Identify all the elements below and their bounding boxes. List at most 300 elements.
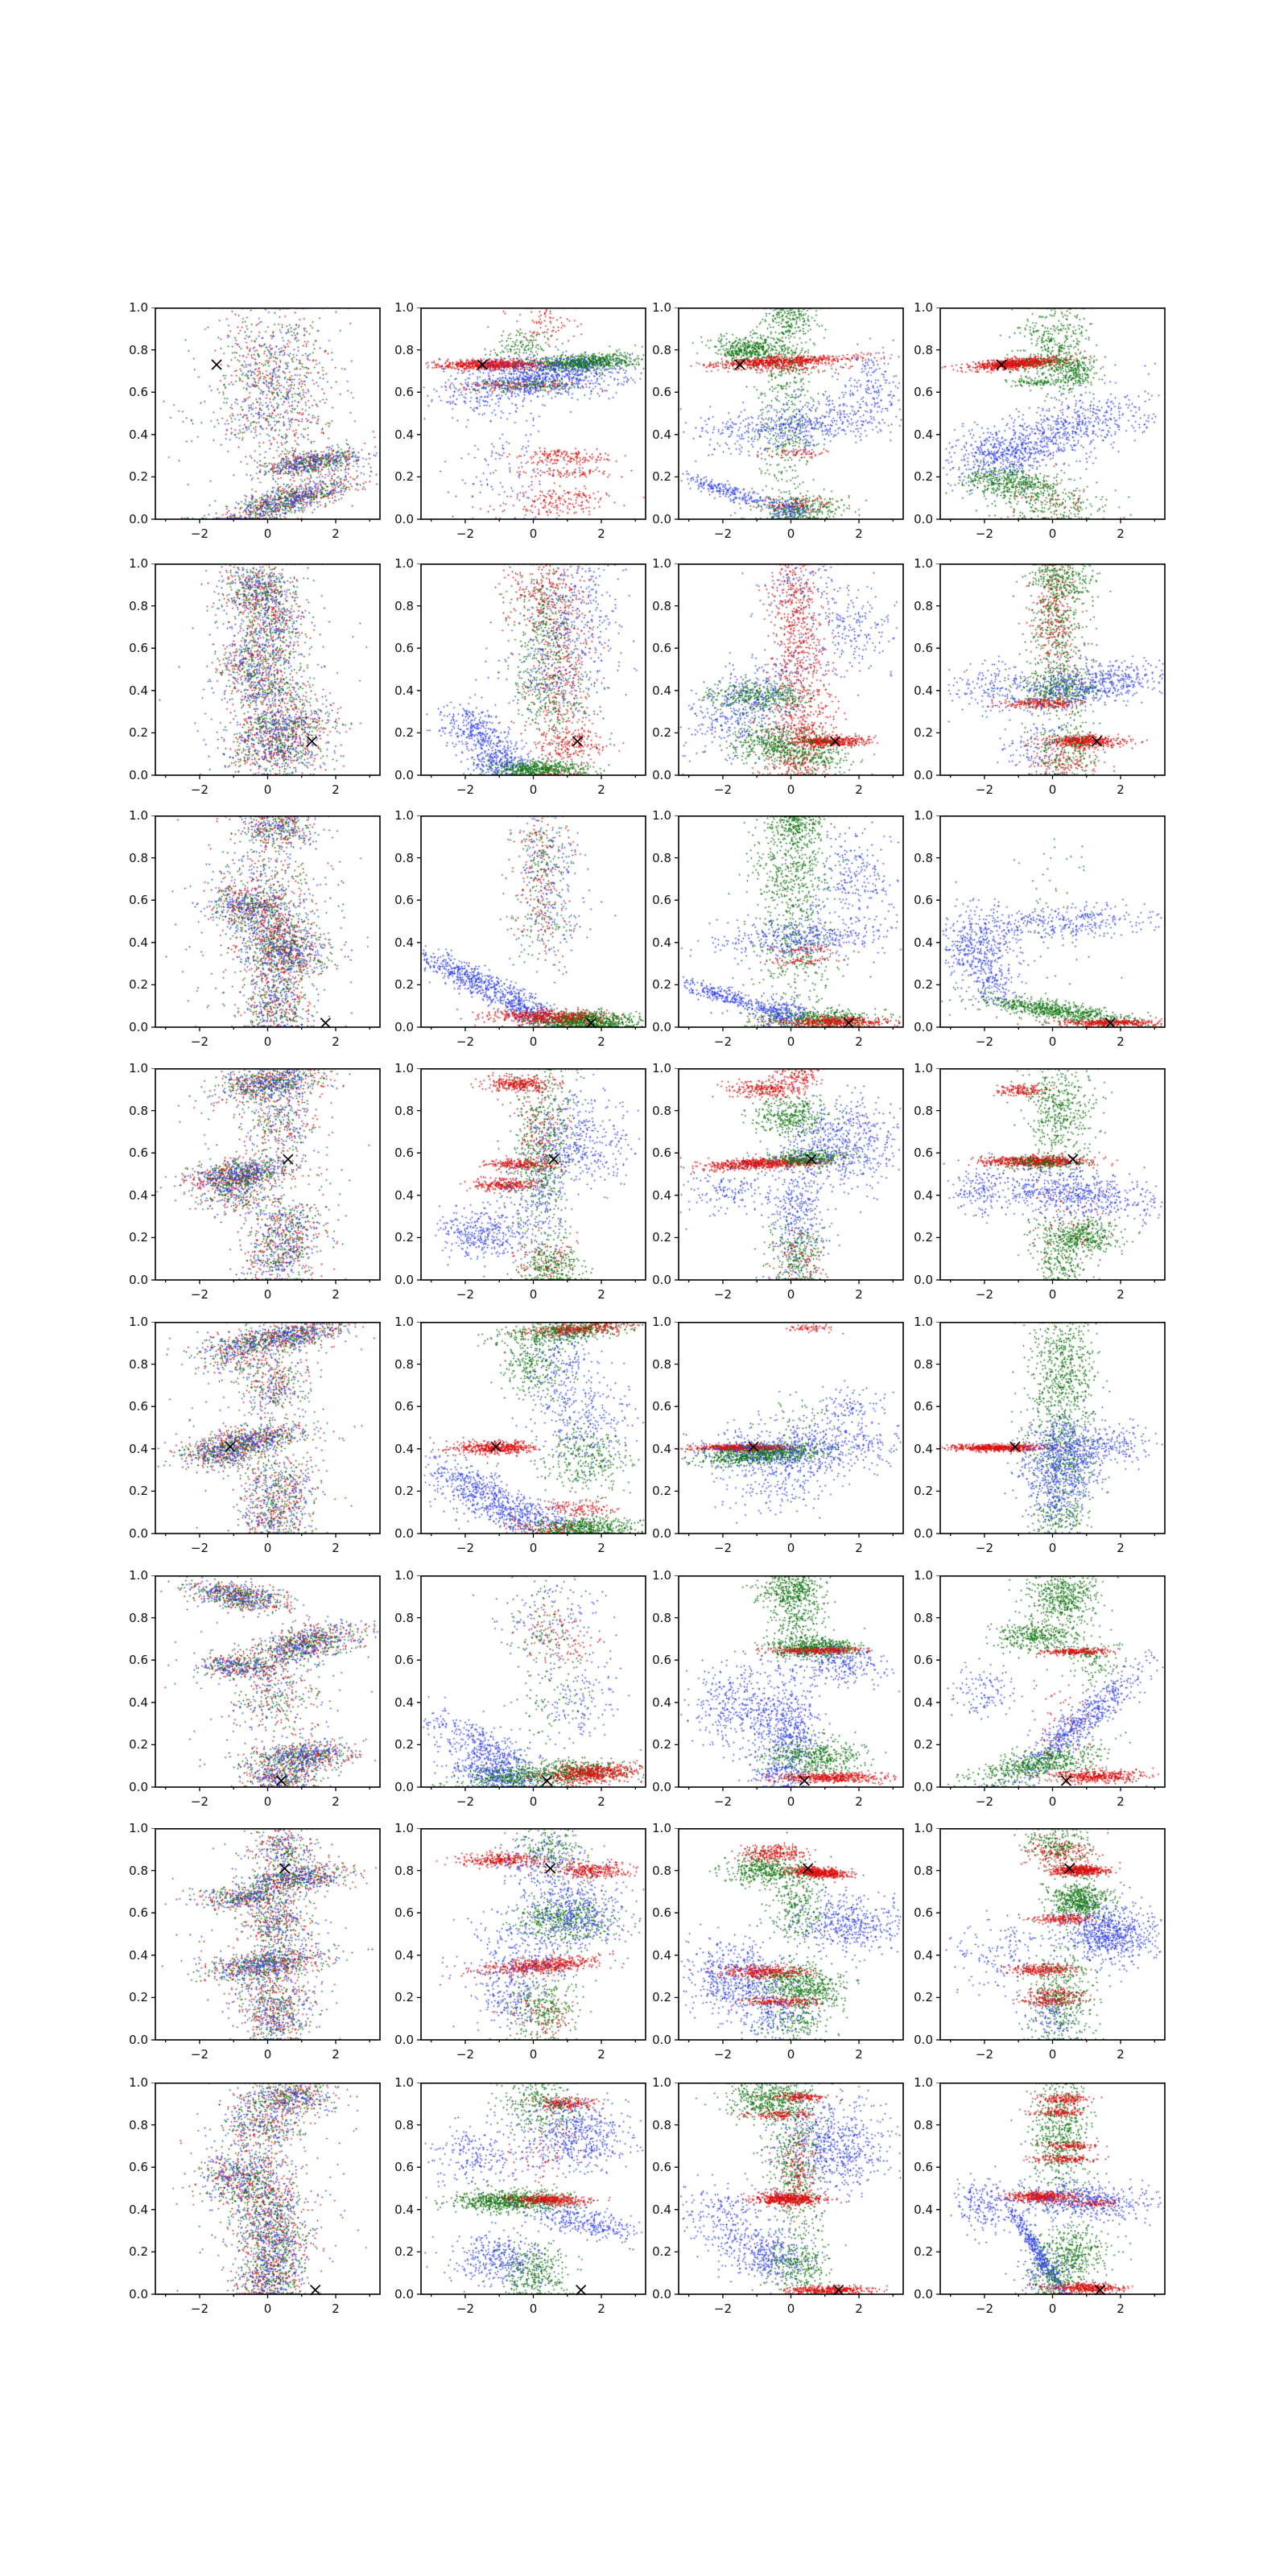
- x-tick-label: 0: [529, 1541, 538, 1555]
- subplot-r3c2: [385, 806, 662, 1063]
- scatter-canvas: [413, 815, 650, 1037]
- scatter-canvas: [147, 1322, 385, 1543]
- x-tick-label: −2: [975, 1794, 994, 1809]
- y-tick-label: 0.8: [129, 850, 148, 865]
- y-tick-label: 0.4: [914, 1441, 933, 1456]
- scatter-canvas: [932, 564, 1170, 785]
- x-tick-label: 2: [1117, 1541, 1125, 1555]
- x-tick-label: 2: [332, 1541, 340, 1555]
- y-tick-label: 0.6: [652, 893, 671, 908]
- y-tick-label: 0.0: [652, 2287, 671, 2301]
- y-tick-label: 0.0: [914, 1526, 933, 1541]
- y-tick-label: 1.0: [652, 556, 671, 571]
- y-tick-label: 0.6: [914, 1146, 933, 1161]
- x-tick-label: 2: [597, 1541, 605, 1555]
- subplot-r1c3: [642, 298, 919, 555]
- y-tick-label: 0.6: [394, 641, 414, 656]
- x-tick-label: −2: [713, 1794, 733, 1809]
- y-tick-label: 0.8: [394, 1356, 414, 1372]
- x-tick-label: 0: [786, 2301, 795, 2316]
- y-tick-label: 0.8: [914, 2117, 933, 2132]
- y-tick-label: 0.6: [652, 641, 671, 656]
- y-tick-label: 1.0: [652, 1821, 671, 1835]
- scatter-canvas: [932, 1575, 1170, 1797]
- y-tick-label: 1.0: [914, 808, 933, 823]
- scatter-canvas: [671, 1068, 908, 1290]
- x-tick-label: 0: [263, 1541, 272, 1555]
- y-tick-label: 0.2: [652, 2244, 671, 2260]
- x-tick-label: 0: [263, 1034, 272, 1049]
- y-tick-label: 0.8: [652, 1863, 671, 1878]
- y-tick-label: 0.2: [394, 469, 414, 485]
- y-tick-label: 0.2: [129, 1737, 148, 1752]
- y-tick-label: 0.4: [914, 2202, 933, 2217]
- x-tick-label: 2: [855, 1794, 863, 1809]
- y-tick-label: 1.0: [394, 556, 414, 571]
- scatter-canvas: [147, 1575, 385, 1797]
- y-tick-label: 0.0: [129, 1780, 148, 1794]
- y-tick-label: 0.0: [914, 1020, 933, 1034]
- x-tick-label: 2: [332, 2301, 340, 2316]
- scatter-canvas: [671, 2083, 908, 2304]
- y-tick-label: 0.4: [394, 1947, 414, 1963]
- x-tick-label: −2: [975, 1541, 994, 1555]
- y-tick-label: 1.0: [129, 1061, 148, 1075]
- y-tick-label: 0.0: [652, 1020, 671, 1034]
- y-tick-label: 0.4: [652, 1695, 671, 1710]
- y-tick-label: 0.4: [914, 683, 933, 698]
- y-tick-label: 0.8: [129, 342, 148, 357]
- y-tick-label: 0.0: [914, 1780, 933, 1794]
- x-tick-label: 2: [332, 1287, 340, 1302]
- y-tick-label: 0.6: [652, 1653, 671, 1668]
- y-tick-label: 0.4: [914, 1187, 933, 1203]
- x-tick-label: 0: [786, 1794, 795, 1809]
- y-tick-label: 0.4: [129, 1187, 148, 1203]
- scatter-canvas: [413, 1322, 650, 1543]
- subplot-r2c2: [385, 554, 662, 811]
- scatter-canvas: [413, 1575, 650, 1797]
- y-tick-label: 0.6: [129, 1399, 148, 1414]
- y-tick-label: 1.0: [914, 300, 933, 315]
- y-tick-label: 0.6: [394, 893, 414, 908]
- x-tick-label: 0: [263, 1287, 272, 1302]
- subplot-r1c2: [385, 298, 662, 555]
- scatter-canvas: [932, 308, 1170, 529]
- y-tick-label: 0.8: [129, 1103, 148, 1118]
- y-tick-label: 0.6: [914, 1905, 933, 1921]
- y-tick-label: 1.0: [652, 2075, 671, 2090]
- x-tick-label: −2: [190, 2047, 209, 2062]
- y-tick-label: 0.2: [394, 1990, 414, 2005]
- y-tick-label: 1.0: [914, 1061, 933, 1075]
- y-tick-label: 0.6: [914, 1653, 933, 1668]
- scatter-canvas: [147, 2083, 385, 2304]
- scatter-canvas: [932, 815, 1170, 1037]
- x-tick-label: 2: [597, 2301, 605, 2316]
- y-tick-label: 0.0: [652, 1273, 671, 1287]
- y-tick-label: 0.0: [129, 1273, 148, 1287]
- x-tick-label: 2: [597, 2047, 605, 2062]
- y-tick-label: 0.4: [129, 427, 148, 442]
- x-tick-label: 2: [855, 1541, 863, 1555]
- y-tick-label: 0.8: [129, 1863, 148, 1878]
- y-tick-label: 0.4: [129, 2202, 148, 2217]
- x-tick-label: 2: [1117, 1794, 1125, 1809]
- x-tick-label: 2: [855, 2301, 863, 2316]
- y-tick-label: 0.6: [394, 385, 414, 400]
- scatter-canvas: [413, 1068, 650, 1290]
- y-tick-label: 0.0: [129, 1526, 148, 1541]
- scatter-canvas: [147, 815, 385, 1037]
- subplot-r5c2: [385, 1312, 662, 1570]
- x-tick-label: −2: [456, 1794, 475, 1809]
- y-tick-label: 0.4: [914, 935, 933, 950]
- y-tick-label: 0.8: [914, 598, 933, 613]
- subplot-r5c3: [642, 1312, 919, 1570]
- x-tick-label: 2: [1117, 1287, 1125, 1302]
- y-tick-label: 0.4: [652, 1441, 671, 1456]
- y-tick-label: 0.4: [394, 1187, 414, 1203]
- x-tick-label: 2: [1117, 782, 1125, 797]
- y-tick-label: 1.0: [914, 2075, 933, 2090]
- y-tick-label: 0.8: [129, 1356, 148, 1372]
- y-tick-label: 1.0: [394, 808, 414, 823]
- subplot-r4c4: [904, 1059, 1181, 1316]
- y-tick-label: 1.0: [394, 1315, 414, 1329]
- x-tick-label: 0: [1048, 526, 1057, 541]
- x-tick-label: 0: [263, 1794, 272, 1809]
- y-tick-label: 0.8: [652, 1103, 671, 1118]
- y-tick-label: 0.4: [394, 2202, 414, 2217]
- y-tick-label: 0.4: [394, 683, 414, 698]
- x-tick-label: 2: [597, 1287, 605, 1302]
- scatter-canvas: [932, 1322, 1170, 1543]
- subplot-r8c4: [904, 2073, 1181, 2330]
- y-tick-label: 0.8: [652, 850, 671, 865]
- x-tick-label: 0: [786, 782, 795, 797]
- y-tick-label: 0.8: [394, 2117, 414, 2132]
- y-tick-label: 0.6: [129, 1905, 148, 1921]
- y-tick-label: 0.4: [129, 1947, 148, 1963]
- y-tick-label: 0.4: [652, 935, 671, 950]
- y-tick-label: 0.2: [129, 1990, 148, 2005]
- y-tick-label: 0.6: [394, 1399, 414, 1414]
- x-tick-label: 2: [332, 782, 340, 797]
- subplot-r7c3: [642, 1818, 919, 2076]
- x-tick-label: 2: [597, 782, 605, 797]
- subplot-r1c4: [904, 298, 1181, 555]
- y-tick-label: 0.0: [652, 512, 671, 526]
- y-tick-label: 0.4: [914, 427, 933, 442]
- y-tick-label: 0.6: [394, 1146, 414, 1161]
- x-tick-label: 2: [597, 1794, 605, 1809]
- x-tick-label: 0: [1048, 2301, 1057, 2316]
- y-tick-label: 0.4: [129, 1695, 148, 1710]
- y-tick-label: 0.2: [394, 1737, 414, 1752]
- y-tick-label: 0.2: [394, 977, 414, 993]
- y-tick-label: 0.2: [652, 1990, 671, 2005]
- y-tick-label: 0.2: [914, 977, 933, 993]
- y-tick-label: 0.2: [652, 1230, 671, 1245]
- y-tick-label: 0.8: [129, 598, 148, 613]
- y-tick-label: 1.0: [652, 808, 671, 823]
- y-tick-label: 0.2: [394, 2244, 414, 2260]
- x-tick-label: 0: [786, 1541, 795, 1555]
- y-tick-label: 0.4: [129, 683, 148, 698]
- y-tick-label: 0.2: [394, 1484, 414, 1499]
- y-tick-label: 1.0: [914, 1315, 933, 1329]
- y-tick-label: 0.0: [394, 2033, 414, 2047]
- y-tick-label: 1.0: [129, 2075, 148, 2090]
- y-tick-label: 0.2: [652, 977, 671, 993]
- y-tick-label: 1.0: [129, 300, 148, 315]
- subplot-r6c4: [904, 1566, 1181, 1823]
- y-tick-label: 0.6: [652, 1399, 671, 1414]
- scatter-canvas: [671, 815, 908, 1037]
- x-tick-label: −2: [713, 526, 733, 541]
- y-tick-label: 0.2: [914, 1230, 933, 1245]
- y-tick-label: 0.2: [129, 1484, 148, 1499]
- y-tick-label: 0.6: [394, 2160, 414, 2175]
- subplot-r3c4: [904, 806, 1181, 1063]
- y-tick-label: 0.8: [129, 2117, 148, 2132]
- y-tick-label: 1.0: [914, 1568, 933, 1583]
- y-tick-label: 1.0: [652, 1315, 671, 1329]
- y-tick-label: 0.4: [394, 427, 414, 442]
- y-tick-label: 0.4: [914, 1695, 933, 1710]
- x-tick-label: −2: [190, 1034, 209, 1049]
- y-tick-label: 0.0: [129, 512, 148, 526]
- y-tick-label: 0.2: [129, 977, 148, 993]
- x-tick-label: 0: [529, 1034, 538, 1049]
- y-tick-label: 1.0: [914, 556, 933, 571]
- y-tick-label: 0.8: [652, 1356, 671, 1372]
- x-tick-label: −2: [190, 1287, 209, 1302]
- x-tick-label: 0: [1048, 1794, 1057, 1809]
- y-tick-label: 0.2: [394, 1230, 414, 1245]
- subplot-r6c3: [642, 1566, 919, 1823]
- y-tick-label: 0.8: [652, 2117, 671, 2132]
- x-tick-label: −2: [190, 526, 209, 541]
- subplot-r4c3: [642, 1059, 919, 1316]
- scatter-canvas: [671, 1322, 908, 1543]
- x-tick-label: −2: [713, 2301, 733, 2316]
- y-tick-label: 0.8: [394, 1103, 414, 1118]
- y-tick-label: 1.0: [129, 808, 148, 823]
- y-tick-label: 1.0: [129, 1315, 148, 1329]
- y-tick-label: 0.6: [914, 385, 933, 400]
- y-tick-label: 0.6: [652, 1146, 671, 1161]
- x-tick-label: 2: [1117, 526, 1125, 541]
- y-tick-label: 0.4: [129, 935, 148, 950]
- y-tick-label: 0.2: [129, 469, 148, 485]
- scatter-canvas: [671, 564, 908, 785]
- x-tick-label: 0: [263, 782, 272, 797]
- y-tick-label: 1.0: [394, 1061, 414, 1075]
- x-tick-label: 2: [332, 1794, 340, 1809]
- x-tick-label: 0: [786, 1287, 795, 1302]
- y-tick-label: 0.2: [394, 725, 414, 741]
- scatter-canvas: [671, 1828, 908, 2050]
- y-tick-label: 0.4: [652, 1947, 671, 1963]
- x-tick-label: −2: [190, 1541, 209, 1555]
- y-tick-label: 0.8: [914, 1103, 933, 1118]
- y-tick-label: 0.4: [914, 1947, 933, 1963]
- x-tick-label: −2: [456, 526, 475, 541]
- x-tick-label: −2: [713, 1287, 733, 1302]
- subplot-r2c4: [904, 554, 1181, 811]
- y-tick-label: 0.2: [129, 725, 148, 741]
- subplot-r8c1: [119, 2073, 396, 2330]
- subplot-r6c2: [385, 1566, 662, 1823]
- y-tick-label: 0.2: [652, 1737, 671, 1752]
- y-tick-label: 0.8: [914, 1863, 933, 1878]
- x-tick-label: −2: [975, 2047, 994, 2062]
- y-tick-label: 0.8: [652, 1610, 671, 1625]
- y-tick-label: 0.0: [394, 512, 414, 526]
- x-tick-label: 2: [597, 526, 605, 541]
- y-tick-label: 0.8: [914, 850, 933, 865]
- scatter-canvas: [147, 1828, 385, 2050]
- x-tick-label: −2: [456, 2047, 475, 2062]
- y-tick-label: 0.0: [652, 1780, 671, 1794]
- y-tick-label: 0.6: [652, 1905, 671, 1921]
- y-tick-label: 0.4: [652, 683, 671, 698]
- x-tick-label: −2: [975, 2301, 994, 2316]
- y-tick-label: 0.6: [914, 2160, 933, 2175]
- x-tick-label: −2: [456, 782, 475, 797]
- x-tick-label: 2: [332, 1034, 340, 1049]
- subplot-r2c1: [119, 554, 396, 811]
- x-tick-label: −2: [190, 1794, 209, 1809]
- y-tick-label: 1.0: [129, 1568, 148, 1583]
- subplot-r2c3: [642, 554, 919, 811]
- y-tick-label: 0.4: [652, 427, 671, 442]
- x-tick-label: 0: [786, 2047, 795, 2062]
- y-tick-label: 0.6: [129, 1146, 148, 1161]
- x-tick-label: 0: [529, 1287, 538, 1302]
- x-tick-label: 0: [263, 2301, 272, 2316]
- scatter-canvas: [932, 2083, 1170, 2304]
- x-tick-label: −2: [456, 1541, 475, 1555]
- y-tick-label: 0.2: [914, 1484, 933, 1499]
- y-tick-label: 0.2: [652, 1484, 671, 1499]
- subplot-r7c1: [119, 1818, 396, 2076]
- y-tick-label: 0.4: [394, 935, 414, 950]
- y-tick-label: 0.0: [914, 512, 933, 526]
- y-tick-label: 0.4: [394, 1695, 414, 1710]
- y-tick-label: 0.4: [652, 2202, 671, 2217]
- y-tick-label: 0.4: [394, 1441, 414, 1456]
- scatter-canvas: [932, 1828, 1170, 2050]
- y-tick-label: 0.0: [914, 768, 933, 782]
- x-tick-label: −2: [975, 782, 994, 797]
- y-tick-label: 0.6: [129, 385, 148, 400]
- subplot-r5c4: [904, 1312, 1181, 1570]
- y-tick-label: 0.8: [129, 1610, 148, 1625]
- scatter-canvas: [413, 308, 650, 529]
- x-tick-label: 2: [855, 2047, 863, 2062]
- y-tick-label: 1.0: [129, 556, 148, 571]
- x-tick-label: −2: [975, 1287, 994, 1302]
- subplot-r1c1: [119, 298, 396, 555]
- subplot-r3c3: [642, 806, 919, 1063]
- y-tick-label: 0.6: [652, 2160, 671, 2175]
- y-tick-label: 0.2: [129, 2244, 148, 2260]
- y-tick-label: 0.2: [914, 1990, 933, 2005]
- y-tick-label: 0.6: [129, 2160, 148, 2175]
- x-tick-label: 2: [332, 526, 340, 541]
- y-tick-label: 0.6: [914, 893, 933, 908]
- subplot-r8c2: [385, 2073, 662, 2330]
- y-tick-label: 0.8: [394, 342, 414, 357]
- y-tick-label: 0.8: [652, 598, 671, 613]
- subplot-r5c1: [119, 1312, 396, 1570]
- x-tick-label: 0: [786, 526, 795, 541]
- y-tick-label: 1.0: [394, 2075, 414, 2090]
- y-tick-label: 0.0: [129, 768, 148, 782]
- x-tick-label: −2: [713, 782, 733, 797]
- y-tick-label: 1.0: [394, 1821, 414, 1835]
- x-tick-label: 2: [855, 526, 863, 541]
- scatter-canvas: [932, 1068, 1170, 1290]
- scatter-canvas: [147, 308, 385, 529]
- scatter-canvas: [413, 1828, 650, 2050]
- scatter-canvas: [147, 1068, 385, 1290]
- x-tick-label: −2: [713, 1541, 733, 1555]
- x-tick-label: 0: [1048, 1541, 1057, 1555]
- x-tick-label: −2: [456, 2301, 475, 2316]
- y-tick-label: 0.0: [129, 2033, 148, 2047]
- y-tick-label: 0.8: [394, 598, 414, 613]
- y-tick-label: 0.4: [129, 1441, 148, 1456]
- x-tick-label: −2: [190, 2301, 209, 2316]
- y-tick-label: 0.0: [914, 2287, 933, 2301]
- y-tick-label: 0.0: [914, 2033, 933, 2047]
- y-tick-label: 1.0: [914, 1821, 933, 1835]
- y-tick-label: 0.0: [652, 2033, 671, 2047]
- y-tick-label: 0.0: [394, 2287, 414, 2301]
- y-tick-label: 0.0: [394, 1020, 414, 1034]
- x-tick-label: 0: [786, 1034, 795, 1049]
- x-tick-label: 0: [529, 526, 538, 541]
- scatter-canvas: [671, 1575, 908, 1797]
- y-tick-label: 0.8: [394, 850, 414, 865]
- x-tick-label: −2: [190, 782, 209, 797]
- y-tick-label: 1.0: [652, 300, 671, 315]
- y-tick-label: 0.0: [129, 2287, 148, 2301]
- subplot-r4c2: [385, 1059, 662, 1316]
- y-tick-label: 0.2: [914, 725, 933, 741]
- scatter-canvas: [413, 2083, 650, 2304]
- y-tick-label: 1.0: [394, 300, 414, 315]
- x-tick-label: −2: [456, 1287, 475, 1302]
- x-tick-label: 2: [1117, 1034, 1125, 1049]
- scatter-canvas: [671, 308, 908, 529]
- y-tick-label: 0.6: [129, 641, 148, 656]
- x-tick-label: −2: [456, 1034, 475, 1049]
- subplot-r6c1: [119, 1566, 396, 1823]
- y-tick-label: 0.2: [652, 725, 671, 741]
- subplot-r7c4: [904, 1818, 1181, 2076]
- y-tick-label: 0.8: [652, 342, 671, 357]
- y-tick-label: 0.0: [394, 1526, 414, 1541]
- y-tick-label: 0.0: [914, 1273, 933, 1287]
- subplot-r3c1: [119, 806, 396, 1063]
- x-tick-label: −2: [975, 1034, 994, 1049]
- x-tick-label: 0: [529, 782, 538, 797]
